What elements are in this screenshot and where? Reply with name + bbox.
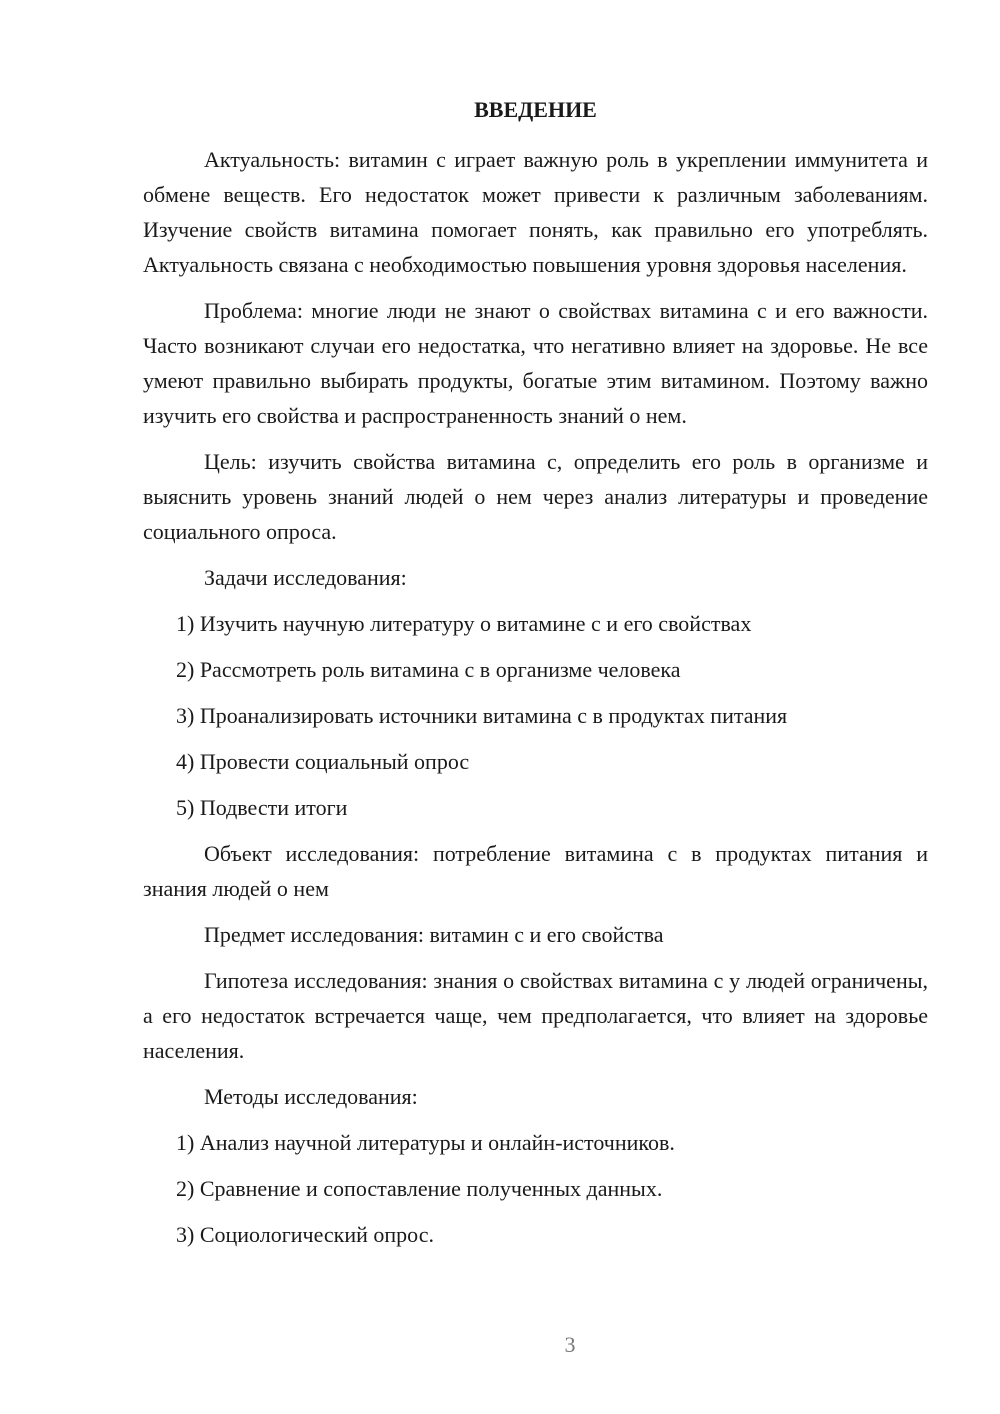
goal-paragraph: Цель: изучить свойства витамина с, определить его роль в организме и выяснить уровень знаний людей о нем через анализ литературы и проведение социального опроса. (143, 449, 928, 544)
relevance-paragraph: Актуальность: витамин с играет важную роль в укреплении иммунитета и обмене веществ. Его недостаток может привести к различным заболеваниям. Изучение свойств витамина помогает понять, как правильно его употреблять. Актуальность связана с необходимостью повышения уровня здоровья населения. (143, 147, 928, 277)
task-item: 1) Изучить научную литературу о витамине с и его свойствах (176, 611, 752, 636)
method-item: 2) Сравнение и сопоставление полученных данных. (176, 1176, 663, 1201)
methods-heading: Методы исследования: (204, 1084, 418, 1109)
object-paragraph: Объект исследования: потребление витамина с в продуктах питания и знания людей о нем (143, 841, 928, 901)
task-item: 2) Рассмотреть роль витамина с в организме человека (176, 657, 681, 682)
subject-paragraph: Предмет исследования: витамин с и его свойства (204, 922, 664, 947)
page-number: 3 (564, 1332, 576, 1357)
method-item: 1) Анализ научной литературы и онлайн-источников. (176, 1130, 675, 1155)
tasks-heading: Задачи исследования: (204, 565, 407, 590)
problem-paragraph: Проблема: многие люди не знают о свойствах витамина с и его важности. Часто возникают случаи его недостатка, что негативно влияет на здоровье. Не все умеют правильно выбирать продукты, богатые этим витамином. Поэтому важно изучить его свойства и распространенность знаний о нем. (143, 298, 928, 428)
task-item: 3) Проанализировать источники витамина с в продуктах питания (176, 703, 788, 728)
task-item: 4) Провести социальный опрос (176, 749, 470, 774)
hypothesis-paragraph: Гипотеза исследования: знания о свойствах витамина с у людей ограничены, а его недостаток встречается чаще, чем предполагается, что влияет на здоровье населения. (143, 968, 928, 1063)
task-item: 5) Подвести итоги (176, 795, 348, 820)
method-item: 3) Социологический опрос. (176, 1222, 434, 1247)
page-title: ВВЕДЕНИЕ (474, 97, 597, 122)
document-page (143, 92, 928, 1263)
